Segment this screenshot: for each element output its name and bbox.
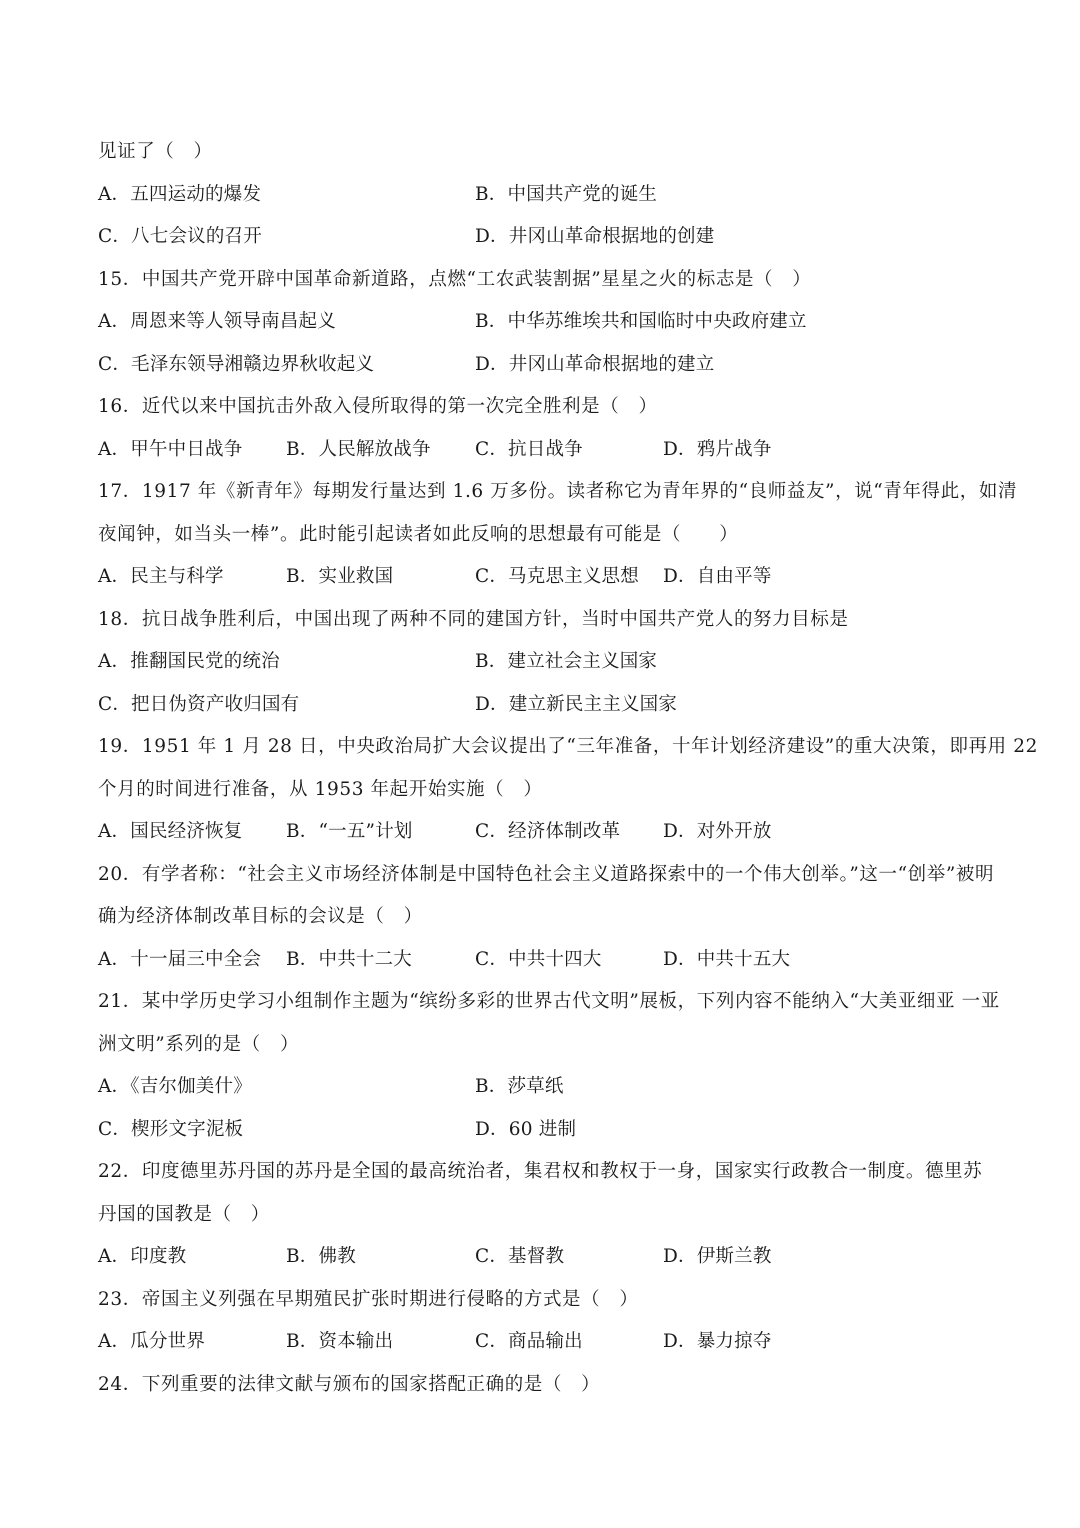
question-line: 个月的时间进行准备，从 1953 年起开始实施（ ） bbox=[98, 778, 543, 800]
options-row bbox=[98, 1236, 988, 1278]
answer-option: A．民主与科学 bbox=[98, 566, 224, 587]
question-line: 洲文明”系列的是（ ） bbox=[98, 1033, 300, 1055]
options-row bbox=[98, 811, 988, 853]
answer-option: A．印度教 bbox=[98, 1246, 187, 1267]
answer-option: A．甲午中日战争 bbox=[98, 438, 243, 460]
answer-option: A．瓜分世界 bbox=[98, 1331, 206, 1352]
answer-option: B．中共十二大 bbox=[286, 948, 412, 970]
options-row bbox=[98, 174, 988, 216]
options-row bbox=[98, 556, 988, 598]
answer-option: C．抗日战争 bbox=[475, 438, 583, 460]
answer-option: C．毛泽东领导湘赣边界秋收起义 bbox=[98, 353, 375, 375]
answer-option: D．暴力掠夺 bbox=[663, 1331, 772, 1352]
answer-option: D．伊斯兰教 bbox=[663, 1246, 772, 1267]
answer-option: D．井冈山革命根据地的创建 bbox=[475, 226, 715, 247]
answer-option: C．经济体制改革 bbox=[475, 821, 621, 842]
answer-option: B．中国共产党的诞生 bbox=[475, 183, 658, 205]
question-line: 见证了（ ） bbox=[98, 141, 213, 162]
answer-option: A．《吉尔伽美什》 bbox=[98, 1076, 252, 1097]
options-row bbox=[98, 344, 988, 386]
options-row bbox=[98, 216, 988, 258]
question-line: 18．抗日战争胜利后，中国出现了两种不同的建国方针，当时中国共产党人的努力目标是 bbox=[98, 608, 849, 630]
question-line: 23．帝国主义列强在早期殖民扩张时期进行侵略的方式是（ ） bbox=[98, 1288, 639, 1310]
answer-option: C．基督教 bbox=[475, 1246, 565, 1267]
options-row bbox=[98, 1321, 988, 1363]
answer-option: D．鸦片战争 bbox=[663, 438, 772, 460]
options-row bbox=[98, 301, 988, 343]
answer-option: B．资本输出 bbox=[286, 1331, 394, 1352]
answer-option: B．实业救国 bbox=[286, 566, 394, 587]
answer-option: D．建立新民主主义国家 bbox=[475, 693, 678, 715]
options-row bbox=[98, 429, 988, 471]
answer-option: D．对外开放 bbox=[663, 821, 772, 842]
answer-option: B．佛教 bbox=[286, 1246, 356, 1267]
question-line: 21．某中学历史学习小组制作主题为“缤纷多彩的世界古代文明”展板，下列内容不能纳入“大美亚细亚 一亚 bbox=[98, 991, 1000, 1012]
options-row bbox=[98, 1109, 988, 1151]
answer-option: B．莎草纸 bbox=[475, 1076, 564, 1097]
question-line: 确为经济体制改革目标的会议是（ ） bbox=[98, 906, 423, 927]
answer-option: D．井冈山革命根据地的建立 bbox=[475, 353, 715, 375]
options-row bbox=[98, 641, 988, 683]
answer-option: B．中华苏维埃共和国临时中央政府建立 bbox=[475, 311, 807, 332]
answer-option: A．十一届三中全会 bbox=[98, 948, 262, 970]
question-line: 16．近代以来中国抗击外敌入侵所取得的第一次完全胜利是（ ） bbox=[98, 396, 658, 417]
answer-option: D．中共十五大 bbox=[663, 948, 791, 970]
answer-option: A．推翻国民党的统治 bbox=[98, 651, 280, 672]
question-line: 20．有学者称：“社会主义市场经济体制是中国特色社会主义道路探索中的一个伟大创举。”这一“创举”被明 bbox=[98, 863, 995, 885]
answer-option: D．60 进制 bbox=[475, 1118, 577, 1140]
answer-option: C．把日伪资产收归国有 bbox=[98, 693, 300, 715]
answer-option: A．五四运动的爆发 bbox=[98, 183, 262, 205]
question-line: 24．下列重要的法律文献与颁布的国家搭配正确的是（ ） bbox=[98, 1373, 601, 1395]
answer-option: B．“一五”计划 bbox=[286, 821, 413, 842]
answer-option: C．中共十四大 bbox=[475, 948, 602, 970]
options-row bbox=[98, 684, 988, 726]
answer-option: A．国民经济恢复 bbox=[98, 821, 243, 842]
answer-option: C．马克思主义思想 bbox=[475, 566, 639, 587]
answer-option: B．建立社会主义国家 bbox=[475, 651, 658, 672]
answer-option: C．商品输出 bbox=[475, 1331, 583, 1352]
answer-option: B．人民解放战争 bbox=[286, 438, 431, 460]
question-line: 15．中国共产党开辟中国革命新道路，点燃“工农武装割据”星星之火的标志是（ ） bbox=[98, 268, 812, 290]
question-line: 17．1917 年《新青年》每期发行量达到 1.6 万多份。读者称它为青年界的“良师益友”，说“青年得此，如清 bbox=[98, 481, 1018, 502]
options-row bbox=[98, 939, 988, 981]
question-line: 22．印度德里苏丹国的苏丹是全国的最高统治者，集君权和教权于一身，国家实行政教合一制度。德里苏 bbox=[98, 1161, 983, 1182]
question-line: 19．1951 年 1 月 28 日，中央政治局扩大会议提出了“三年准备，十年计划经济建设”的重大决策，即再用 22 bbox=[98, 736, 1038, 757]
answer-option: A．周恩来等人领导南昌起义 bbox=[98, 311, 336, 332]
options-row bbox=[98, 1066, 988, 1108]
answer-option: C．八七会议的召开 bbox=[98, 226, 262, 247]
question-line: 丹国的国教是（ ） bbox=[98, 1203, 270, 1225]
question-line: 夜闻钟，如当头一棒”。此时能引起读者如此反响的思想最有可能是（ ） bbox=[98, 523, 739, 545]
answer-option: C．楔形文字泥板 bbox=[98, 1118, 244, 1140]
answer-option: D．自由平等 bbox=[663, 566, 772, 587]
